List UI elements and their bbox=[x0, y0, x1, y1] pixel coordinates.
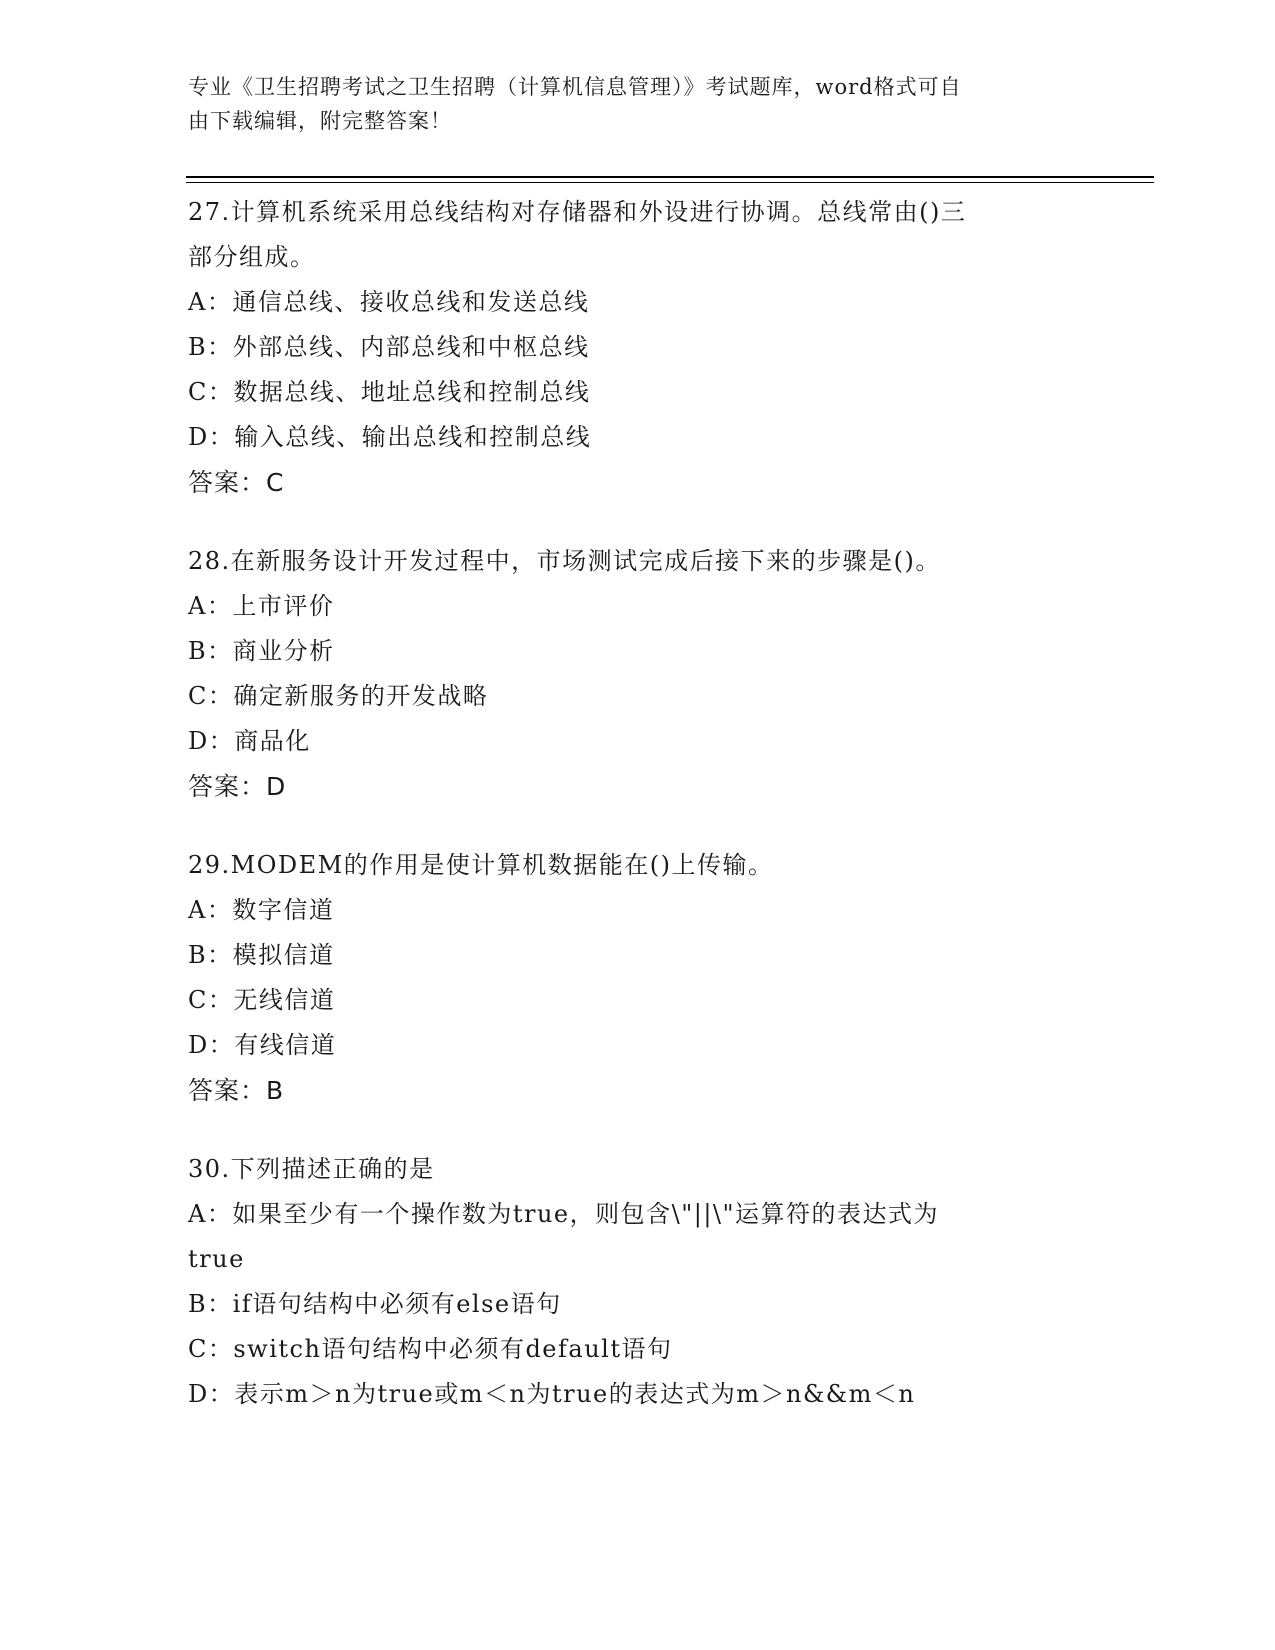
header-line-1: 专业《卫生招聘考试之卫生招聘（计算机信息管理）》考试题库，word格式可自 bbox=[188, 75, 962, 99]
header-divider-thick bbox=[186, 176, 1154, 178]
question-stem: 28.在新服务设计开发过程中，市场测试完成后接下来的步骤是()。 bbox=[188, 547, 941, 575]
option-a-continued: true bbox=[188, 1245, 245, 1273]
option-a: A：数字信道 bbox=[188, 896, 335, 924]
question-stem: 27.计算机系统采用总线结构对存储器和外设进行协调。总线常由()三 bbox=[188, 198, 967, 226]
option-c: C：switch语句结构中必须有default语句 bbox=[188, 1335, 673, 1363]
option-a: A：上市评价 bbox=[188, 592, 335, 620]
option-b: B：if语句结构中必须有else语句 bbox=[188, 1290, 562, 1318]
question-28 bbox=[188, 539, 1088, 810]
document-header bbox=[188, 70, 1088, 138]
option-c: C：确定新服务的开发战略 bbox=[188, 682, 489, 710]
option-b: B：外部总线、内部总线和中枢总线 bbox=[188, 333, 590, 361]
header-divider-thin bbox=[186, 182, 1154, 183]
question-stem: 30.下列描述正确的是 bbox=[188, 1155, 435, 1183]
option-c: C：无线信道 bbox=[188, 986, 336, 1014]
option-d: D：输入总线、输出总线和控制总线 bbox=[188, 423, 592, 451]
option-b: B：模拟信道 bbox=[188, 941, 335, 969]
option-a: A：通信总线、接收总线和发送总线 bbox=[188, 288, 590, 316]
answer: 答案：D bbox=[188, 772, 287, 801]
option-b: B：商业分析 bbox=[188, 637, 335, 665]
question-29 bbox=[188, 843, 1088, 1114]
question-27 bbox=[188, 190, 1088, 506]
question-list bbox=[188, 190, 1088, 1450]
question-30 bbox=[188, 1147, 1088, 1417]
header-line-2: 由下载编辑，附完整答案！ bbox=[188, 109, 452, 133]
option-d: D：商品化 bbox=[188, 727, 311, 755]
option-c: C：数据总线、地址总线和控制总线 bbox=[188, 378, 591, 406]
answer: 答案：C bbox=[188, 468, 285, 497]
question-stem-continued: 部分组成。 bbox=[188, 243, 316, 271]
option-a: A：如果至少有一个操作数为true，则包含\"||\"运算符的表达式为 bbox=[188, 1200, 940, 1228]
answer: 答案：B bbox=[188, 1076, 285, 1105]
question-stem: 29.MODEM的作用是使计算机数据能在()上传输。 bbox=[188, 851, 774, 879]
option-d: D：有线信道 bbox=[188, 1031, 337, 1059]
option-d: D：表示m＞n为true或m＜n为true的表达式为m＞n&&m＜n bbox=[188, 1380, 916, 1408]
